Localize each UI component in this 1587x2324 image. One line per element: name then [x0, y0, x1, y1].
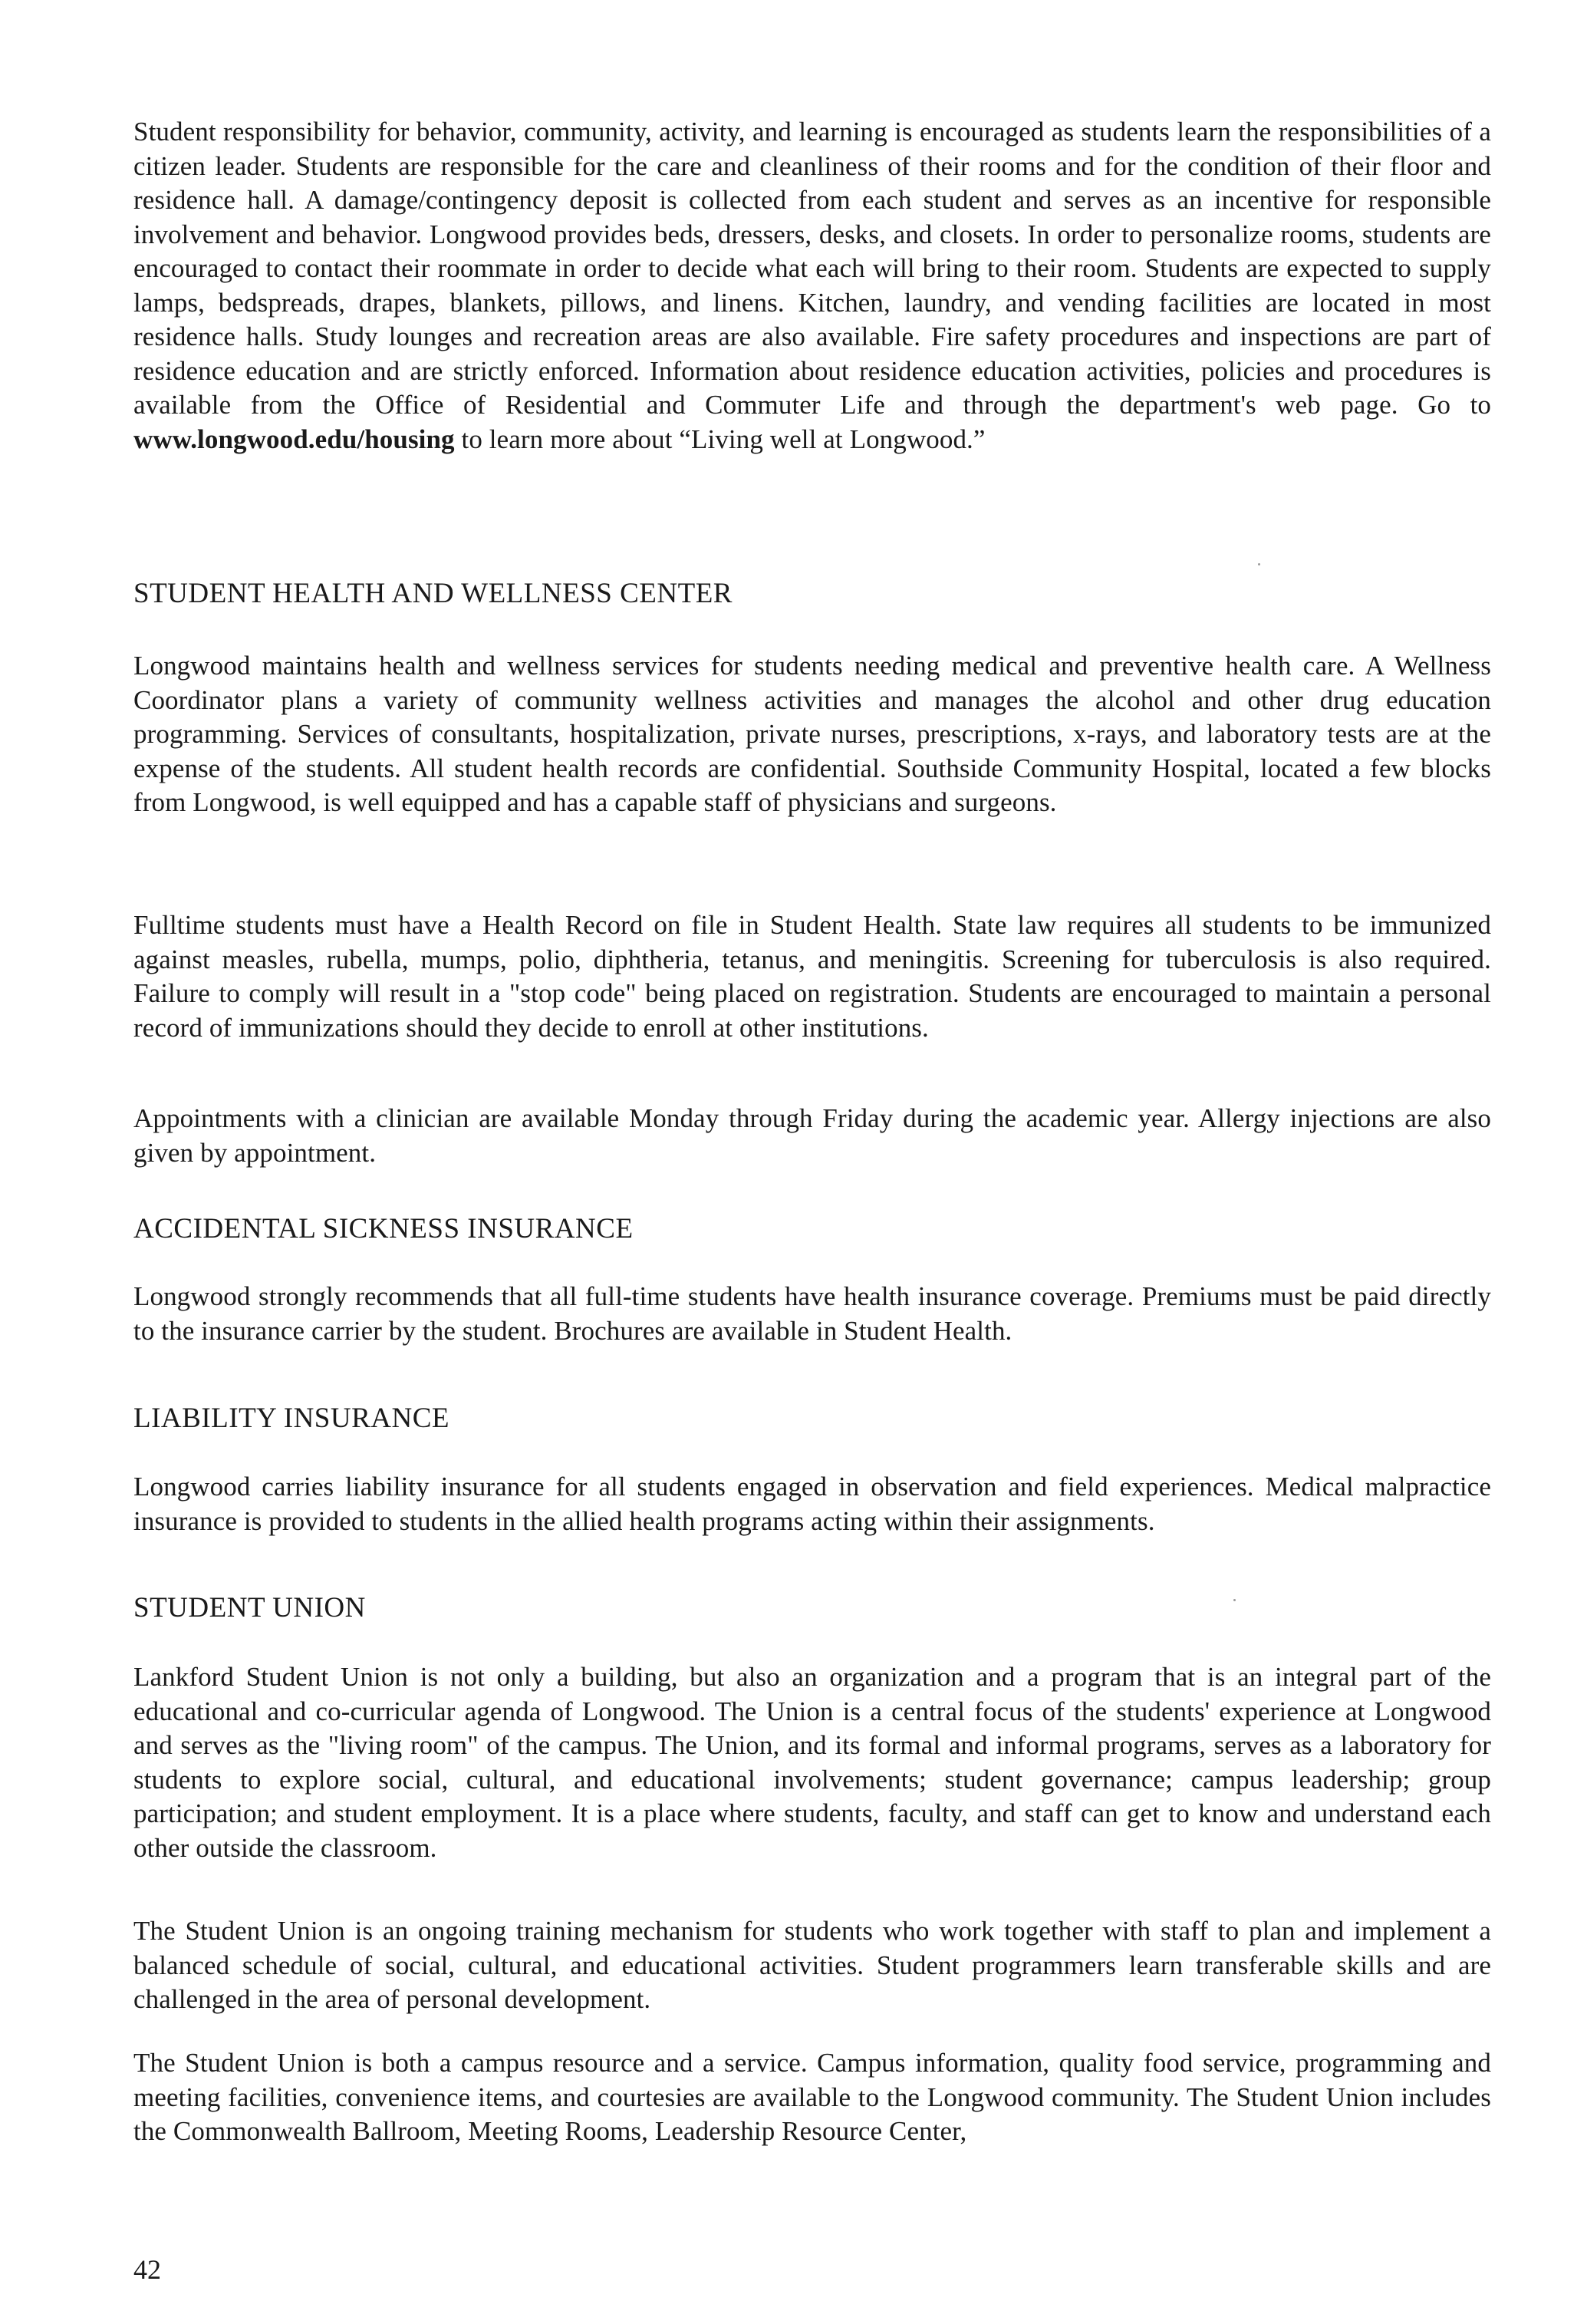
- health-paragraph-2: Fulltime students must have a Health Record on file in Student Health. State law requires all students to be immunized against measles, rubella, mumps, polio, diphtheria, tetanus, and meningitis. Screening for tuberculosis is also required. Failure to comply will result in a "stop code" being placed on registration. Students are encouraged to maintain a personal record of immunizations should they decide to enroll at other institutions.: [133, 910, 1491, 1043]
- scan-speck: [1233, 1599, 1236, 1601]
- liability-heading: LIABILITY INSURANCE: [133, 1403, 450, 1434]
- health-heading: STUDENT HEALTH AND WELLNESS CENTER: [133, 578, 733, 609]
- residence-text: Student responsibility for behavior, community, activity, and learning is encouraged as students learn the responsibilities of a citizen leader. Students are responsible for the care and cleanliness of their rooms and for the condition of their floor and residence hall. A damage/contingency deposit is collected from each student and serves as an incentive for responsible involvement and behavior. Longwood provides beds, dressers, desks, and closets. In order to personalize rooms, students are encouraged to contact their roommate in order to decide what each will bring to their room. Students are expected to supply lamps, bedspreads, drapes, blankets, pillows, and linens. Kitchen, laundry, and vending facilities are located in most residence halls. Study lounges and recreation areas are also available. Fire safety procedures and inspections are part of residence education and are strictly enforced. Information about residence education activities, policies and procedures is available from the Office of Residential and Commuter Life and through the department's web page. Go to: [133, 117, 1491, 420]
- sickness-paragraph: Longwood strongly recommends that all full-time students have health insurance coverage. Premiums must be paid directly to the insurance carrier by the student. Brochures are available in Student Health.: [133, 1281, 1491, 1346]
- liability-paragraph: Longwood carries liability insurance for all students engaged in observation and field experiences. Medical malpractice insurance is provided to students in the allied health programs acting within their assignments.: [133, 1472, 1491, 1536]
- health-paragraph-1: Longwood maintains health and wellness services for students needing medical and preventive health care. A Wellness Coordinator plans a variety of community wellness activities and manages the alcohol and other drug education programming. Services of consultants, hospitalization, private nurses, prescriptions, x-rays, and laboratory tests are at the expense of the students. All student health records are confidential. Southside Community Hospital, located a few blocks from Longwood, is well equipped and has a capable staff of physicians and surgeons.: [133, 651, 1491, 817]
- union-paragraph-1: Lankford Student Union is not only a building, but also an organization and a program that is an integral part of the educational and co-curricular agenda of Longwood. The Union is a central focus of the students' experience at Longwood and serves as the "living room" of the campus. The Union, and its formal and informal programs, serves as a laboratory for students to explore social, cultural, and educational involvements; student governance; campus leadership; group participation; and student employment. It is a place where students, faculty, and staff can get to know and understand each other outside the classroom.: [133, 1662, 1491, 1863]
- union-paragraph-3: The Student Union is both a campus resource and a service. Campus information, quality food service, programming and meeting facilities, convenience items, and courtesies are available to the Longwood community. The Student Union includes the Commonwealth Ballroom, Meeting Rooms, Leadership Resource Center,: [133, 2048, 1491, 2146]
- scan-speck: [1258, 563, 1260, 565]
- housing-link[interactable]: www.longwood.edu/housing: [133, 424, 455, 454]
- page-number: 42: [133, 2254, 161, 2285]
- sickness-heading: ACCIDENTAL SICKNESS INSURANCE: [133, 1213, 634, 1244]
- union-paragraph-2: The Student Union is an ongoing training mechanism for students who work together with staff to plan and implement a balanced schedule of social, cultural, and educational activities. Student programmers learn transferable skills and are challenged in the area of personal development.: [133, 1916, 1491, 2014]
- residence-paragraph: [133, 115, 1491, 457]
- residence-text-end: to learn more about “Living well at Longwood.”: [461, 424, 986, 454]
- union-heading: STUDENT UNION: [133, 1592, 366, 1624]
- health-paragraph-3: Appointments with a clinician are available Monday through Friday during the academic year. Allergy injections are also given by appointment.: [133, 1103, 1491, 1168]
